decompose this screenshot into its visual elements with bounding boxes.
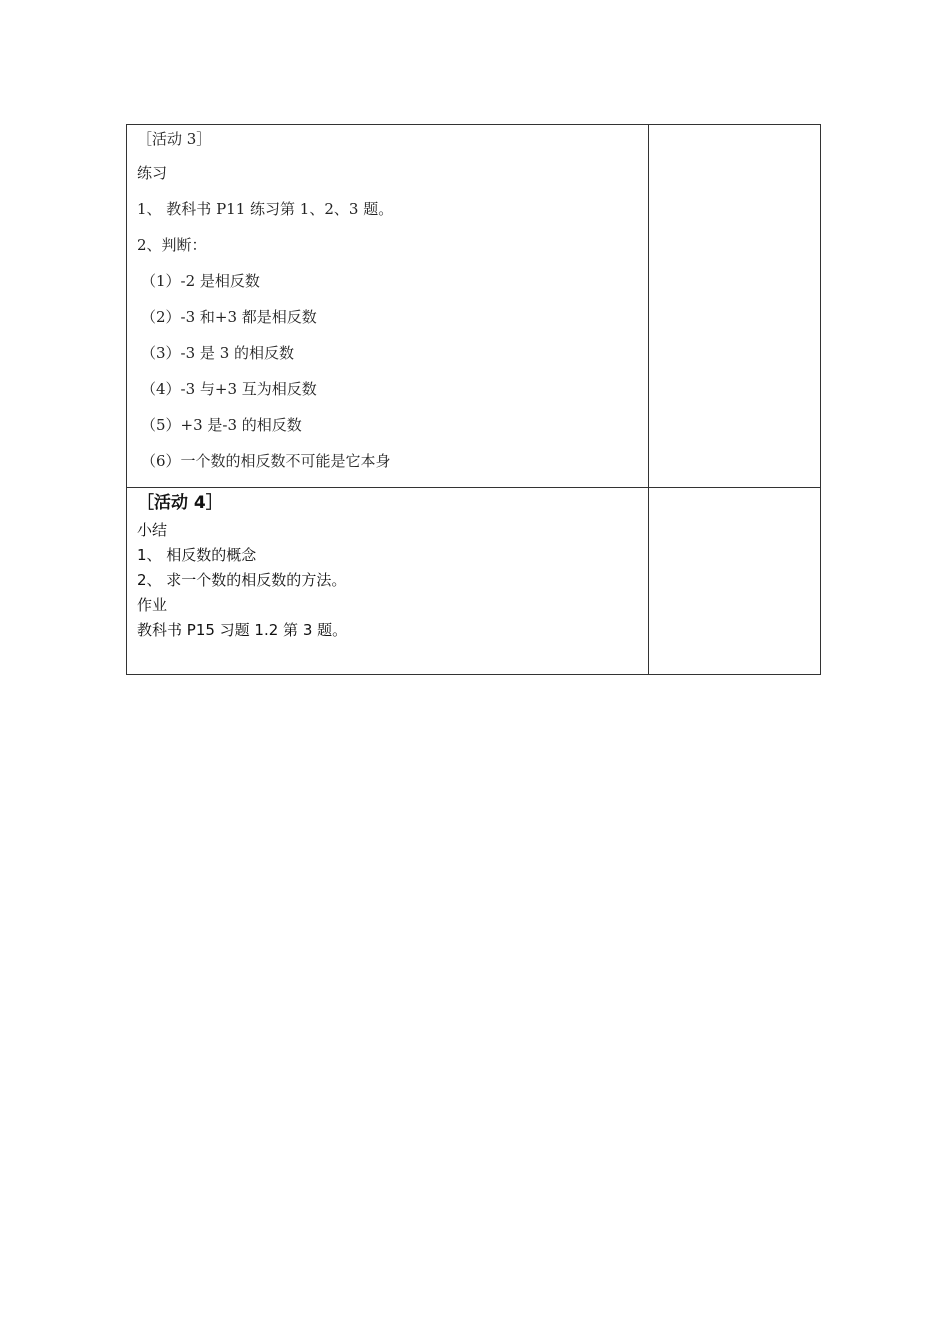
homework-item: 教科书 P15 习题 1.2 第 3 题。 <box>137 621 348 639</box>
activity-3-row <box>127 125 821 488</box>
activity-4-heading: ［活动 4］ <box>137 493 223 513</box>
judgment-item-1: （1）-2 是相反数 <box>141 272 260 290</box>
practice-item-2: 2、判断： <box>137 236 207 254</box>
lesson-table <box>126 124 821 675</box>
summary-title: 小结 <box>137 521 168 539</box>
homework-title: 作业 <box>137 596 168 614</box>
judgment-item-4: （4）-3 与+3 互为相反数 <box>141 380 317 398</box>
practice-title: 练习 <box>137 164 168 182</box>
activity-3-content-cell <box>127 125 649 488</box>
summary-item-2: 2、 求一个数的相反数的方法。 <box>137 571 347 589</box>
activity-4-row <box>127 488 821 675</box>
judgment-item-6: （6）一个数的相反数不可能是它本身 <box>141 452 391 470</box>
judgment-item-5: （5）+3 是-3 的相反数 <box>141 416 302 434</box>
judgment-item-2: （2）-3 和+3 都是相反数 <box>141 308 317 326</box>
activity-4-content-cell <box>127 488 649 675</box>
judgment-item-3: （3）-3 是 3 的相反数 <box>141 344 295 362</box>
activity-3-heading: ［活动 3］ <box>137 130 212 148</box>
summary-item-1: 1、 相反数的概念 <box>137 546 257 564</box>
practice-item-1: 1、 教科书 P11 练习第 1、2、3 题。 <box>137 200 394 218</box>
activity-4-notes-cell <box>649 488 821 675</box>
activity-3-notes-cell <box>649 125 821 488</box>
